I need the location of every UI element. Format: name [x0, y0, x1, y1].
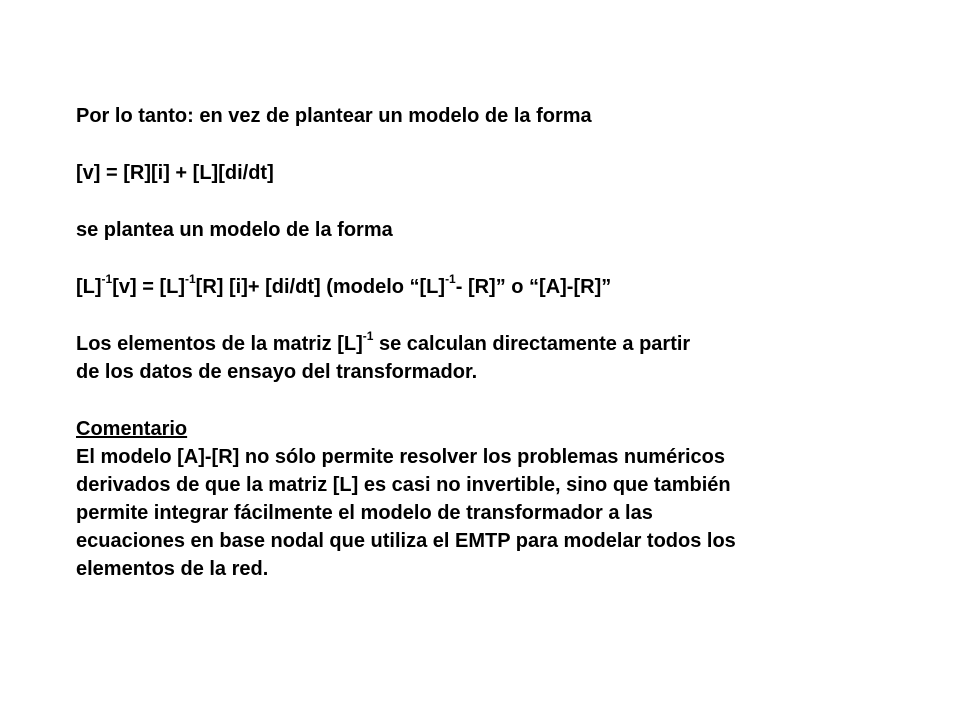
elements-exponent: -1 — [362, 329, 374, 344]
spacer — [76, 187, 936, 216]
equation2-part1: [L] — [76, 276, 102, 298]
slide-content — [76, 102, 936, 583]
comment-line: ecuaciones en base nodal que utiliza el EMTP para modelar todos los — [76, 530, 736, 552]
equation2-part4: - [R]” o “[A]-[R]” — [455, 276, 612, 298]
comment-heading: Comentario — [76, 418, 188, 440]
intro-text: Por lo tanto: en vez de plantear un modelo de la forma — [76, 105, 592, 127]
spacer — [76, 301, 936, 330]
comment-line: El modelo [A]-[R] no sólo permite resolver los problemas numéricos — [76, 446, 726, 468]
equation2-part2: [v] = [L] — [112, 276, 185, 298]
elements-part1: Los elementos de la matriz [L] — [76, 333, 363, 355]
comment-line: permite integrar fácilmente el modelo de transformador a las — [76, 502, 653, 524]
equation2-exponent1: -1 — [101, 272, 113, 287]
spacer — [76, 386, 936, 415]
spacer — [76, 130, 936, 159]
equation2-exponent3: -1 — [445, 272, 456, 287]
equation2-exponent2: -1 — [185, 272, 196, 287]
elements-line2: de los datos de ensayo del transformador. — [76, 361, 478, 383]
se-plantea-text: se plantea un modelo de la forma — [76, 219, 393, 241]
comment-line: elementos de la red. — [76, 558, 269, 580]
comment-line: derivados de que la matriz [L] es casi no invertible, sino que también — [76, 474, 731, 496]
spacer — [76, 244, 936, 273]
equation-inverse-model — [76, 273, 936, 301]
equation-voltage: [v] = [R][i] + [L][di/dt] — [76, 162, 274, 184]
elements-part2: se calculan directamente a partir — [373, 333, 691, 355]
elements-text — [76, 330, 936, 358]
equation2-part3: [R] [i]+ [di/dt] (modelo “[L] — [195, 276, 446, 298]
